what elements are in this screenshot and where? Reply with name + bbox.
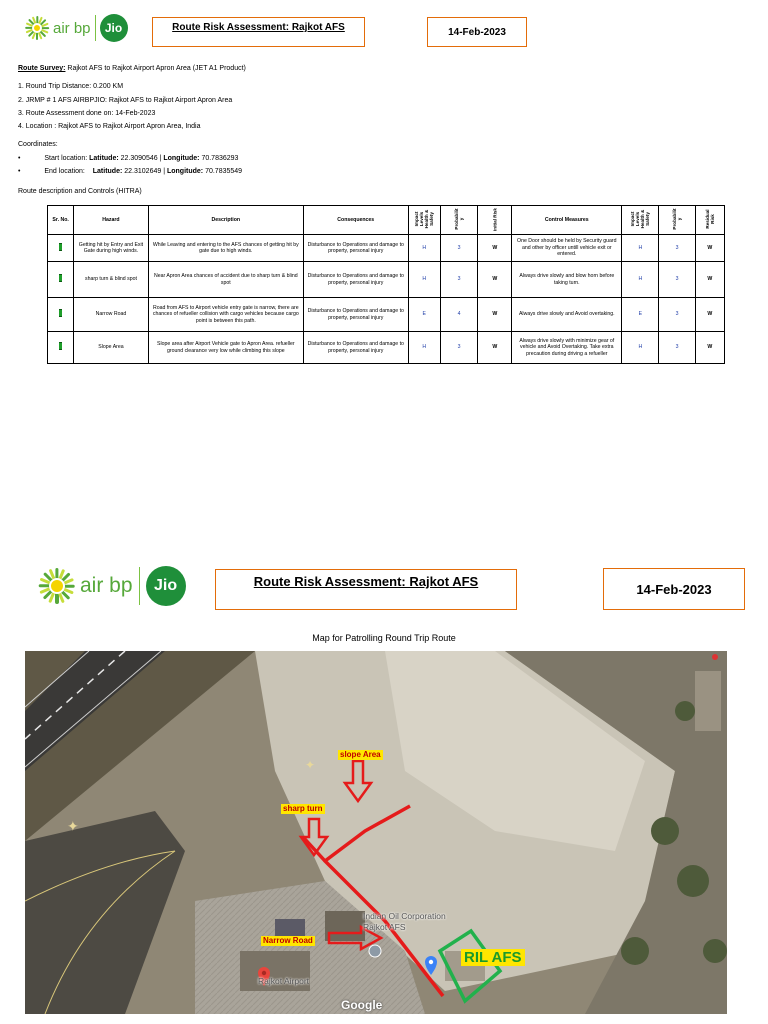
cell-impact-2: H — [622, 332, 659, 364]
start-lat: 22.3090546 — [120, 155, 158, 162]
cell-residual-risk: W — [695, 235, 724, 262]
survey-item: 1. Round Trip Distance: 0.200 KM — [18, 83, 124, 90]
route-description-heading: Route description and Controls (HITRA) — [18, 188, 142, 195]
cell-impact: E — [408, 298, 440, 332]
start-location-label: Start location: — [44, 155, 88, 162]
label-ioc-afs: Rajkot AFS — [363, 922, 406, 932]
cell-hazard: Narrow Road — [74, 298, 149, 332]
start-lon-label: Longitude: — [163, 155, 200, 162]
cell-consequences: Disturbance to Operations and damage to property, personal injury — [303, 235, 408, 262]
cell-control: Always drive slowly and Avoid overtaking. — [512, 298, 622, 332]
col-consequences: Consequences — [303, 206, 408, 235]
cell-description: While Leaving and entering to the AFS chances of getting hit by gate due to high winds. — [148, 235, 303, 262]
col-probability-2: Probabilit y — [659, 206, 695, 235]
col-residual-risk: Residual Risk — [695, 206, 724, 235]
table-row — [48, 262, 725, 298]
cell-control: Always drive slowly with minimize gear of vehicle and Avoid Overtaking. Take extra precaution during driving a refueller — [512, 332, 622, 364]
coordinates-heading: Coordinates: — [18, 141, 58, 148]
brand-logo-page2 — [38, 566, 186, 606]
col-initial-risk: Initial Risk — [478, 206, 512, 235]
row-flag-icon — [48, 262, 74, 298]
col-hazard: Hazard — [74, 206, 149, 235]
start-lon: 70.7836293 — [201, 155, 239, 162]
sun-core — [49, 578, 65, 594]
end-lat: 22.3102649 — [124, 168, 162, 175]
jio-logo: Jio — [146, 566, 186, 606]
cell-residual-risk: W — [695, 332, 724, 364]
cell-description: Road from AFS to Airport vehicle entry gate is narrow, there are chances of refueller collision with cargo vehicles because cargo point is between this path. — [148, 298, 303, 332]
table-header-row — [48, 206, 725, 235]
cell-control: Always drive slowly and blow horn before taking turn. — [512, 262, 622, 298]
jio-logo: Jio — [100, 14, 128, 42]
label-ioc: Indian Oil Corporation — [363, 911, 446, 921]
cell-probability: 3 — [440, 262, 477, 298]
page-title: Route Risk Assessment: Rajkot AFS — [152, 17, 365, 47]
col-probability: Probabilit y — [440, 206, 477, 235]
hitra-table — [47, 205, 725, 364]
cell-probability: 3 — [440, 235, 477, 262]
cell-impact-2: H — [622, 262, 659, 298]
cell-residual-risk: W — [695, 262, 724, 298]
brand-logo — [24, 14, 128, 42]
airbp-sun-icon — [24, 15, 50, 41]
airbp-wordmark: air bp — [53, 19, 91, 37]
svg-text:✦: ✦ — [305, 758, 316, 772]
svg-text:✦: ✦ — [67, 819, 79, 835]
cell-impact-2: E — [622, 298, 659, 332]
label-slope-area: slope Area — [340, 750, 381, 759]
cell-probability-2: 3 — [659, 235, 695, 262]
start-location: • Start location: Latitude: 22.3090546 | Longitude: 70.7836293 — [18, 155, 239, 162]
logo-divider — [139, 567, 140, 605]
survey-item: 2. JRMP # 1 AFS AIRBPJIO: Rajkot AFS to Rajkot Airport Apron Area — [18, 97, 233, 104]
map-caption: Map for Patrolling Round Trip Route — [312, 633, 456, 643]
row-flag-icon — [48, 235, 74, 262]
cell-probability-2: 3 — [659, 332, 695, 364]
table-row — [48, 298, 725, 332]
cell-control: One Door should be held by Security guard and other by officer untill vehicle exit or entered. — [512, 235, 622, 262]
satellite-map-image — [25, 651, 727, 1014]
cell-probability: 3 — [440, 332, 477, 364]
cell-probability-2: 3 — [659, 298, 695, 332]
cell-initial-risk: W — [478, 298, 512, 332]
cell-impact-2: H — [622, 235, 659, 262]
end-lon: 70.7835549 — [205, 168, 243, 175]
route-survey-label: Route Survey: — [18, 65, 66, 72]
cell-impact: H — [408, 332, 440, 364]
airbp-sun-icon — [38, 567, 76, 605]
bullet-icon: • — [18, 155, 21, 162]
col-description: Description — [148, 206, 303, 235]
cell-initial-risk: W — [478, 262, 512, 298]
airbp-wordmark: air bp — [80, 574, 133, 597]
bullet-icon: • — [18, 168, 21, 175]
cell-probability-2: 3 — [659, 262, 695, 298]
cell-hazard: Slope Area — [74, 332, 149, 364]
cell-hazard: sharp turn & blind spot — [74, 262, 149, 298]
cell-impact: H — [408, 235, 440, 262]
survey-item: 3. Route Assessment done on: 14-Feb-2023 — [18, 110, 156, 117]
cell-residual-risk: W — [695, 298, 724, 332]
col-sr-no: Sr. No. — [48, 206, 74, 235]
col-impact-2: Impact Levels Health & Safety — [622, 206, 659, 235]
cell-hazard: Getting hit by Entry and Exit Gate during high winds. — [74, 235, 149, 262]
google-watermark: Google — [341, 998, 383, 1012]
label-sharp-turn: sharp turn — [283, 804, 323, 813]
col-control-measures: Control Measures — [512, 206, 622, 235]
logo-divider — [95, 15, 96, 41]
cell-consequences: Disturbance to Operations and damage to property, personal injury — [303, 332, 408, 364]
table-row — [48, 235, 725, 262]
cell-initial-risk: W — [478, 332, 512, 364]
end-lat-label: Latitude: — [92, 168, 123, 175]
end-location-label: End location: — [44, 168, 85, 175]
cell-description: Slope area after Airport Vehicle gate to Apron Area. refueller ground clearance very low while climbing this slope — [148, 332, 303, 364]
poi-icon — [369, 945, 381, 957]
table-row — [48, 332, 725, 364]
cell-consequences: Disturbance to Operations and damage to property, personal injury — [303, 298, 408, 332]
assessment-date-page2: 14-Feb-2023 — [603, 568, 745, 610]
cell-description: Near Apron Area chances of accident due to sharp turn & blind spot — [148, 262, 303, 298]
start-lat-label: Latitude: — [89, 155, 119, 162]
row-flag-icon — [48, 298, 74, 332]
cell-probability: 4 — [440, 298, 477, 332]
route-survey — [18, 64, 246, 73]
page-title-page2: Route Risk Assessment: Rajkot AFS — [215, 569, 517, 610]
route-survey-text: Rajkot AFS to Rajkot Airport Apron Area (JET A1 Product) — [65, 65, 246, 72]
end-location: • End location: Latitude: 22.3102649 | Longitude: 70.7835549 — [18, 168, 243, 175]
label-rajkot-airport: Rajkot Airport — [258, 976, 310, 986]
label-narrow-road: Narrow Road — [263, 936, 313, 945]
label-ril-afs: RIL AFS — [461, 949, 525, 966]
assessment-date: 14-Feb-2023 — [427, 17, 527, 47]
col-impact: Impact Levels Health & Safety — [408, 206, 440, 235]
route-map — [25, 651, 727, 1014]
survey-item: 4. Location : Rajkot AFS to Rajkot Airport Apron Area, India — [18, 123, 201, 130]
cell-impact: H — [408, 262, 440, 298]
end-lon-label: Longitude: — [166, 168, 204, 175]
cell-consequences: Disturbance to Operations and damage to property, personal injury — [303, 262, 408, 298]
cell-initial-risk: W — [478, 235, 512, 262]
row-flag-icon — [48, 332, 74, 364]
